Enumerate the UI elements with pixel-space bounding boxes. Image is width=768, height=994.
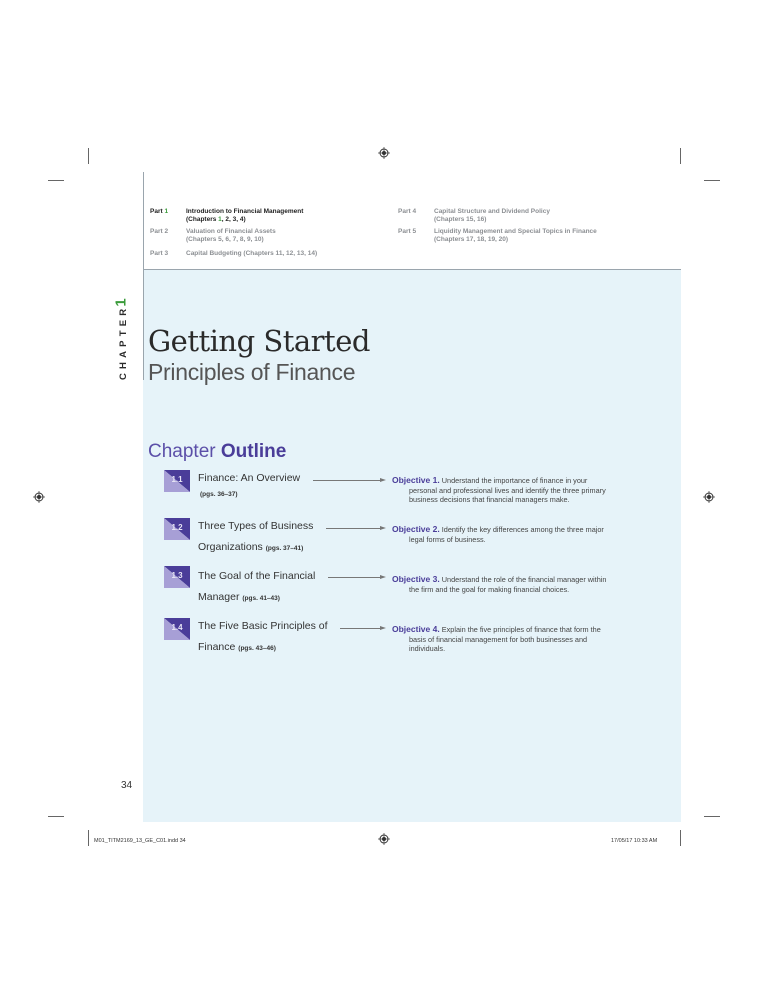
crop-mark [680, 830, 681, 846]
chapter-rule [143, 172, 144, 380]
section-number: 1.4 [171, 623, 183, 632]
footer-timestamp: 17/05/17 10:33 AM [611, 838, 658, 844]
part-title: Valuation of Financial Assets [186, 228, 276, 235]
part-title: Introduction to Financial Management [186, 208, 304, 215]
section-title: Three Types of Business [198, 520, 314, 532]
crop-mark [88, 830, 89, 846]
part-title: Capital Budgeting (Chapters 11, 12, 13, 14) [186, 250, 318, 257]
arrow-icon [380, 478, 386, 482]
registration-mark-icon [378, 147, 390, 159]
section-title-cont: Manager (pgs. 41–43) [198, 591, 280, 603]
objective-3: Objective 3. Understand the role of the financial manager within the firm and the goal for making financial choices. [392, 574, 607, 594]
objective-1: Objective 1. Understand the importance of finance in your personal and professional lives and identify the three primary business decisions that financial managers make. [392, 475, 606, 505]
crop-mark [680, 148, 681, 164]
part-label: Part 5 [398, 228, 417, 235]
arrow-icon [380, 575, 386, 579]
crop-mark [704, 816, 720, 817]
section-pages: (pgs. 36–37) [200, 491, 238, 498]
crop-mark [704, 180, 720, 181]
section-title-cont: Organizations (pgs. 37–41) [198, 541, 304, 553]
crop-mark [48, 816, 64, 817]
objective-4: Objective 4. Explain the five principles of finance that form the basis of financial management for both businesses and individuals. [392, 624, 601, 654]
registration-mark-icon [33, 491, 45, 503]
outline-heading: Chapter Outline [148, 441, 287, 462]
registration-mark-icon [703, 491, 715, 503]
objective-2: Objective 2. Identify the key differences among the three major legal forms of business. [392, 524, 604, 544]
crop-mark [88, 148, 89, 164]
footer-slug: M01_TITM2169_13_GE_C01.indd 34 [94, 838, 186, 844]
page-number: 34 [121, 780, 133, 791]
chapter-subtitle: Principles of Finance [148, 359, 356, 385]
part-label: Part 4 [398, 208, 417, 215]
arrow-icon [380, 626, 386, 630]
section-number: 1.1 [171, 475, 183, 484]
part-title: Liquidity Management and Special Topics in Finance [434, 228, 597, 235]
chapter-number: 1 [112, 298, 130, 307]
section-title: Finance: An Overview [198, 472, 301, 484]
connector-line [328, 577, 381, 578]
arrow-icon [380, 526, 386, 530]
part-title: Capital Structure and Dividend Policy [434, 208, 550, 215]
section-number: 1.3 [171, 571, 183, 580]
connector-line [340, 628, 381, 629]
chapter-label: CHAPTER [118, 304, 129, 380]
section-title: The Goal of the Financial [198, 570, 316, 582]
crop-mark [48, 180, 64, 181]
connector-line [313, 480, 381, 481]
section-title-cont: Finance (pgs. 43–46) [198, 641, 276, 653]
connector-line [326, 528, 381, 529]
registration-mark-icon [378, 833, 390, 845]
part-label: Part 3 [150, 250, 169, 257]
section-number: 1.2 [171, 523, 183, 532]
part-label: Part 2 [150, 228, 169, 235]
chapter-title: Getting Started [148, 324, 370, 358]
header-divider [143, 269, 681, 270]
section-title: The Five Basic Principles of [198, 620, 328, 632]
part-label: Part 1 [150, 208, 169, 215]
